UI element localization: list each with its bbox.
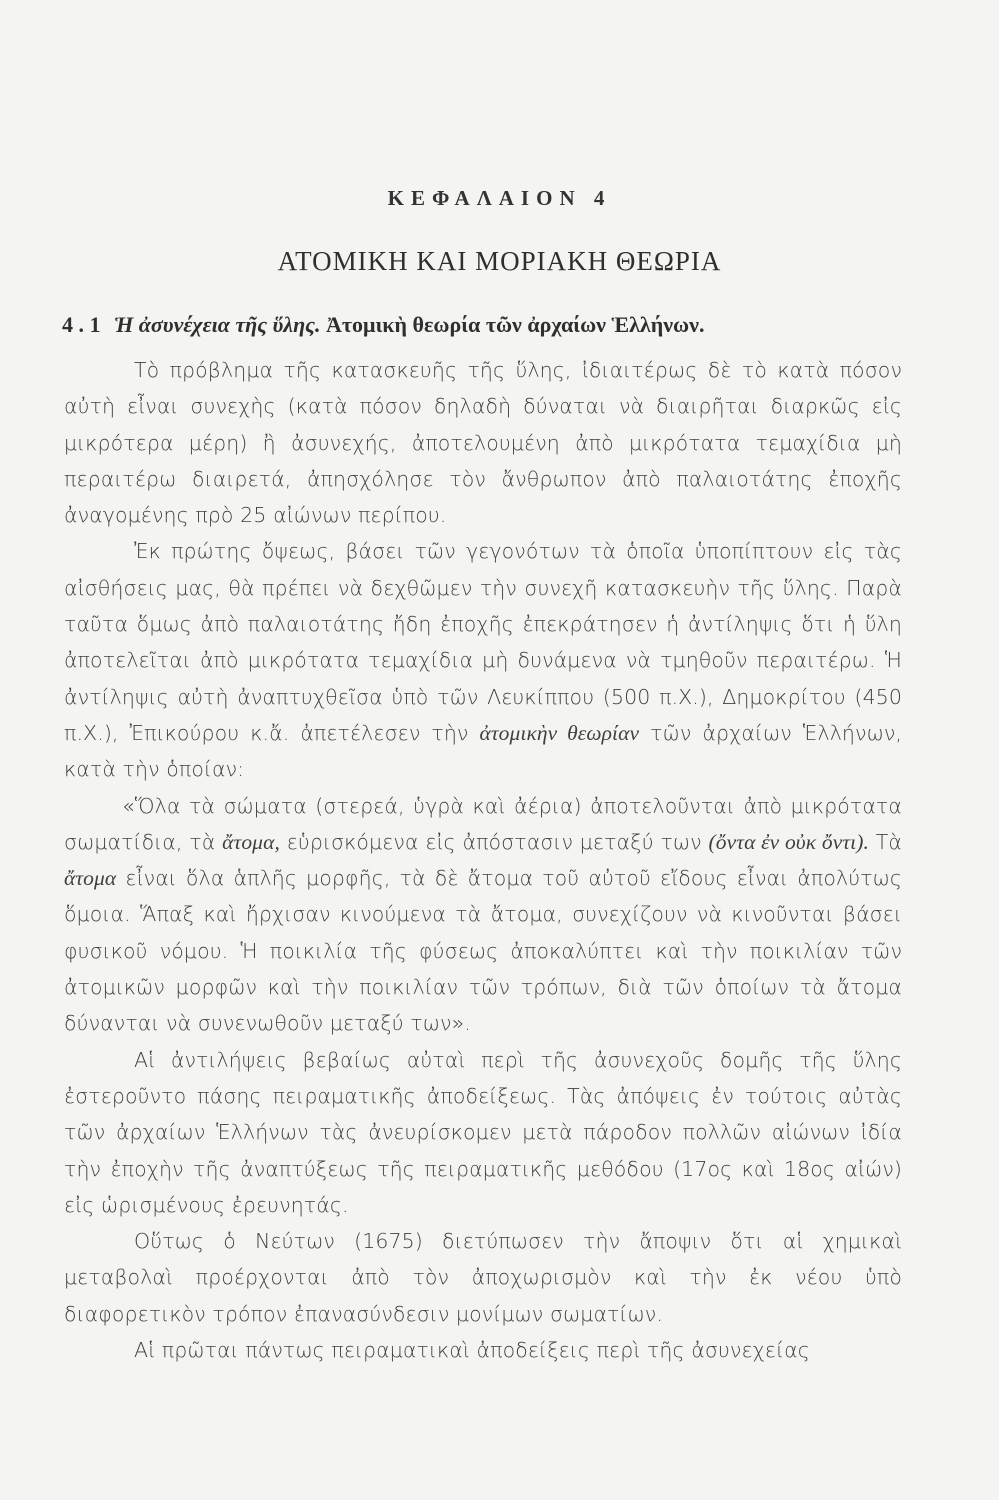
section-title-part2: Ἀτομικὴ θεωρία τῶν ἀρχαίων Ἑλλήνων. — [325, 312, 705, 337]
chapter-label: ΚΕΦΑΛΑΙΟΝ 4 — [387, 186, 612, 210]
paragraph-2 — [64, 533, 902, 787]
quote-term-being: (ὄντα ἐν οὐκ ὄντι). — [708, 829, 869, 854]
paragraph-5: Οὕτως ὁ Νεύτων (1675) διετύπωσεν τὴν ἄποψιν ὅτι αἱ χημικαὶ μεταβολαὶ προέρχονται ἀπὸ τὸν ἀποχωρισμὸν καὶ τὴν ἐκ νέου ὑπὸ διαφορετικὸν τρόπον ἐπανασύνδεσιν μονίμων σωματίων. — [64, 1229, 902, 1326]
paragraph-4: Αἱ ἀντιλήψεις βεβαίως αὐταὶ περὶ τῆς ἀσυνεχοῦς δομῆς τῆς ὕλης ἐστεροῦντο πάσης πειραματικῆς ἀποδείξεως. Τὰς ἀπόψεις ἐν τούτοις αὐτὰς τῶν ἀρχαίων Ἑλλήνων τὰς ἀνευρίσκομεν μετὰ πάροδον πολλῶν αἰώνων ἰδία τὴν ἐποχὴν τῆς ἀναπτύξεως τῆς πειραματικῆς μεθόδου (17ος καὶ 18ος αἰών) εἰς ὡρισμένους ἐρευνητάς. — [64, 1047, 902, 1217]
paragraph-6: Αἱ πρῶται πάντως πειραματικαὶ ἀποδείξεις περὶ τῆς ἀσυνεχείας — [134, 1338, 810, 1363]
quote-text-a: «Ὅλα τὰ σώματα (στερεά, ὑγρὰ καὶ ἀέρια) ἀποτελοῦνται ἀπὸ μικρότατα σωματίδια, τὰ — [64, 793, 902, 854]
quote-text-d: εἶναι ὅλα ἁπλῆς μορφῆς, τὰ δὲ ἄτομα τοῦ αὐτοῦ εἴδους εἶναι ἀπολύτως ὅμοια. Ἅπαξ καὶ ἤρχισαν κινούμενα τὰ ἄτομα, συνεχίζουν νὰ κινοῦνται βάσει φυσικοῦ νόμου. Ἡ ποικιλία τῆς φύσεως ἀποκαλύπτει καὶ τὴν ποικιλίαν τῶν ἀτομικῶν μορφῶν καὶ τὴν ποικιλίαν τῶν τρόπων, διὰ τῶν ὁποίων τὰ ἄτομα δύνανται νὰ συνενωθοῦν μεταξύ των». — [64, 866, 902, 1036]
section-title-part1: Ἡ ἀσυνέχεια τῆς ὕλης. — [114, 312, 321, 337]
paragraph-2-text-a: Ἐκ πρώτης ὄψεως, βάσει τῶν γεγονότων τὰ ὁποῖα ὑποπίπτουν εἰς τὰς αἰσθήσεις μας, θὰ πρέπει νὰ δεχθῶμεν τὴν συνεχῆ κατασκευὴν τῆς ὕλης. Παρὰ ταῦτα ὅμως ἀπὸ παλαιοτάτης ἤδη ἐποχῆς ἐπεκράτησεν ἡ ἀντίληψις ὅτι ἡ ὕλη ἀποτελεῖται ἀπὸ μικρότατα τεμαχίδια μὴ δυνάμενα νὰ τμηθοῦν περαιτέρω. Ἡ ἀντίληψις αὐτὴ ἀναπτυχθεῖσα ὑπὸ τῶν Λευκίππου (500 π.Χ.), Δημοκρίτου (450 π.Χ.), Ἐπικούρου κ.ἄ. ἀπετέλεσεν τὴν — [64, 539, 902, 745]
chapter-title: ΑΤΟΜΙΚΗ ΚΑΙ ΜΟΡΙΑΚΗ ΘΕΩΡΙΑ — [277, 246, 722, 276]
body-text — [64, 352, 902, 1368]
quote-text-b: εὑρισκόμενα εἰς ἀπόστασιν μεταξύ των — [286, 829, 702, 854]
section-number: 4 . 1 — [62, 312, 101, 337]
atomic-theory-term: ἀτομικὴν θεωρίαν — [479, 720, 640, 745]
quote-text-c: Τὰ — [875, 829, 902, 854]
quote-term-atoms: ἄτομα, — [222, 829, 280, 854]
quote-term-atoms-2: ἄτομα — [64, 866, 117, 891]
paragraph-1: Τὸ πρόβλημα τῆς κατασκευῆς τῆς ὕλης, ἰδιαιτέρως δὲ τὸ κατὰ πόσον αὐτὴ εἶναι συνεχὴς (κατὰ πόσον δηλαδὴ δύναται νὰ διαιρῆται διαρκῶς εἰς μικρότερα μέρη) ἢ ἀσυνεχής, ἀποτελουμένη ἀπὸ μικρότατα τεμαχίδια μὴ περαιτέρω διαιρετά, ἀπησχόλησε τὸν ἄνθρωπον ἀπὸ παλαιοτάτης ἐποχῆς ἀναγομένης πρὸ 25 αἰώνων περίπου. — [64, 358, 902, 528]
quote-paragraph — [64, 788, 902, 1042]
paragraph-2-text-b: τῶν ἀρχαίων Ἑλλήνων, κατὰ τὴν ὁποίαν: — [64, 720, 903, 782]
section-heading — [62, 312, 942, 338]
